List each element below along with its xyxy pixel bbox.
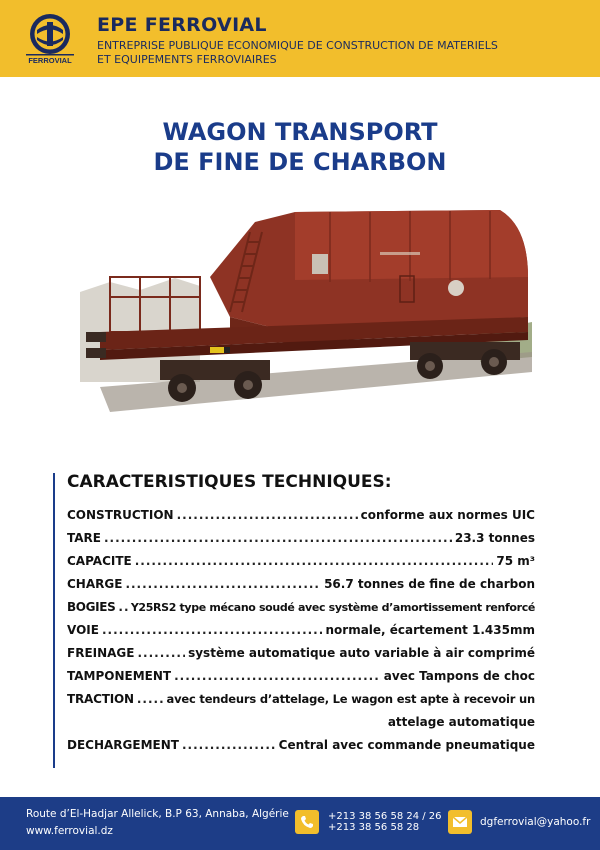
spec-row-bogies [67, 596, 535, 619]
spec-continuation: attelage automatique [387, 715, 535, 729]
spec-list [67, 504, 535, 757]
phone-icon [295, 810, 319, 834]
dot-leader [137, 688, 164, 711]
footer-band [0, 797, 600, 850]
spec-label: TARE [67, 531, 101, 545]
spec-row-dechargement [67, 734, 535, 757]
spec-label: FREINAGE [67, 646, 135, 660]
spec-row-tamponement [67, 665, 535, 688]
logo-text: FERROVIAL [28, 56, 72, 65]
ferrovial-logo [20, 10, 80, 68]
spec-row-construction [67, 504, 535, 527]
wagon-photo [80, 182, 532, 422]
footer-email[interactable]: dgferrovial@yahoo.fr [480, 816, 591, 828]
spec-value: 23.3 tonnes [454, 531, 535, 545]
spec-value: Central avec commande pneumatique [278, 738, 535, 752]
spec-label: CHARGE [67, 577, 123, 591]
spec-value: normale, écartement 1.435mm [325, 623, 535, 637]
dot-leader [125, 573, 321, 596]
spec-value: système automatique auto variable à air comprimé [188, 646, 535, 660]
footer-phone[interactable] [328, 811, 442, 833]
mail-icon [448, 810, 472, 834]
spec-row-tare [67, 527, 535, 550]
dot-leader [135, 550, 494, 573]
phone-line1: +213 38 56 58 24 / 26 [328, 811, 442, 822]
dot-leader [174, 665, 381, 688]
spec-value: Y25RS2 type mécano soudé avec système d’amortissement renforcé [130, 601, 535, 614]
company-name: EPE FERROVIAL [97, 14, 267, 36]
company-description [97, 39, 517, 67]
dot-leader [182, 734, 276, 757]
title-line2: DE FINE DE CHARBON [153, 148, 447, 176]
spec-value: 75 m³ [496, 554, 535, 568]
company-desc-line2: ET EQUIPEMENTS FERROVIAIRES [97, 53, 277, 66]
spec-row-voie [67, 619, 535, 642]
specs-heading: CARACTERISTIQUES TECHNIQUES: [67, 472, 392, 492]
title-line1: WAGON TRANSPORT [162, 118, 438, 146]
dot-leader [137, 642, 185, 665]
specs-accent-bar [53, 473, 55, 768]
phone-line2: +213 38 56 58 28 [328, 822, 420, 833]
footer-website[interactable]: www.ferrovial.dz [26, 825, 113, 837]
spec-label: VOIE [67, 623, 99, 637]
company-desc-line1: ENTREPRISE PUBLIQUE ECONOMIQUE DE CONSTRUCTION DE MATERIELS [97, 39, 498, 52]
dot-leader [118, 596, 127, 619]
spec-row-traction [67, 688, 535, 711]
spec-label: DECHARGEMENT [67, 738, 179, 752]
header-band [0, 0, 600, 77]
spec-value: 56.7 tonnes de fine de charbon [324, 577, 535, 591]
spec-label: CONSTRUCTION [67, 508, 174, 522]
spec-row-capacite [67, 550, 535, 573]
spec-row-freinage [67, 642, 535, 665]
spec-value: conforme aux normes UIC [360, 508, 535, 522]
page-title [0, 117, 600, 177]
spec-row-charge [67, 573, 535, 596]
spec-label: TRACTION [67, 692, 134, 706]
dot-leader [104, 527, 452, 550]
footer-address: Route d’El-Hadjar Allelick, B.P 63, Annaba, Algérie [26, 808, 289, 820]
spec-value: avec Tampons de choc [383, 669, 535, 683]
dot-leader [102, 619, 323, 642]
spec-label: CAPACITE [67, 554, 132, 568]
spec-label: TAMPONEMENT [67, 669, 172, 683]
spec-value: avec tendeurs d’attelage, Le wagon est apte à recevoir un [166, 692, 535, 706]
spec-label: BOGIES [67, 600, 116, 614]
dot-leader [177, 504, 358, 527]
